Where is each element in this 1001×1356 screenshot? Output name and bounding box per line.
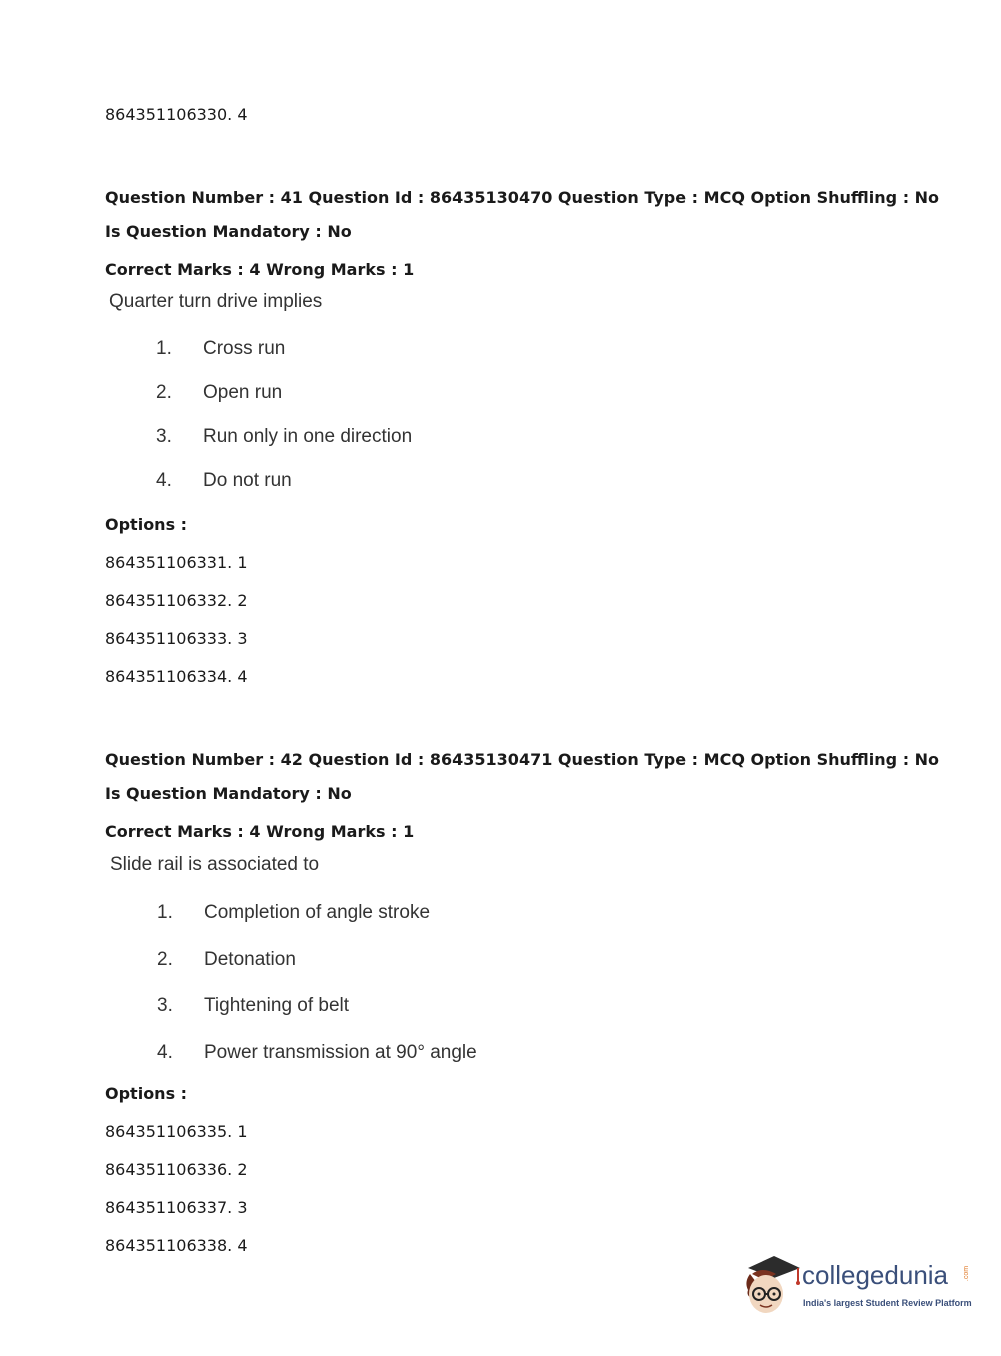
question-header: Question Number : 42 Question Id : 86435130471 Question Type : MCQ Option Shuffling : No <box>105 750 940 769</box>
question-text: Quarter turn drive implies <box>109 291 323 312</box>
choice-text: Tightening of belt <box>204 995 350 1016</box>
choice-number: 3. <box>157 995 173 1016</box>
option-line: 864351106335. 1 <box>105 1122 248 1141</box>
option-line: 864351106331. 1 <box>105 553 248 572</box>
option-line: 864351106336. 2 <box>105 1160 248 1179</box>
option-line: 864351106332. 2 <box>105 591 248 610</box>
logo-wordmark: collegedunia <box>802 1260 949 1290</box>
choice-text: Do not run <box>203 470 292 491</box>
choice-number: 2. <box>157 949 173 970</box>
choice-text: Power transmission at 90° angle <box>204 1042 477 1063</box>
top-option-line: 864351106330. 4 <box>105 105 248 124</box>
collegedunia-logo[interactable] <box>740 1252 972 1318</box>
choice-text: Run only in one direction <box>203 426 413 447</box>
option-line: 864351106333. 3 <box>105 629 248 648</box>
choice-number: 1. <box>157 902 173 923</box>
options-label: Options : <box>105 1084 188 1103</box>
option-line: 864351106338. 4 <box>105 1236 248 1255</box>
question-header: Question Number : 41 Question Id : 86435130470 Question Type : MCQ Option Shuffling : No <box>105 188 940 207</box>
choice-number: 4. <box>157 1042 173 1063</box>
choice-number: 1. <box>156 338 172 359</box>
choice-text: Cross run <box>203 338 286 359</box>
choice-text: Completion of angle stroke <box>204 902 431 923</box>
logo-suffix: .com <box>963 1265 971 1282</box>
options-label: Options : <box>105 515 188 534</box>
question-mandatory: Is Question Mandatory : No <box>105 784 352 803</box>
question-marks: Correct Marks : 4 Wrong Marks : 1 <box>105 822 415 841</box>
choice-text: Detonation <box>204 949 296 970</box>
logo-tagline: India's largest Student Review Platform <box>803 1298 972 1308</box>
question-text: Slide rail is associated to <box>110 854 320 875</box>
student-mascot-icon <box>740 1252 802 1318</box>
question-marks: Correct Marks : 4 Wrong Marks : 1 <box>105 260 415 279</box>
option-line: 864351106334. 4 <box>105 667 248 686</box>
choice-number: 4. <box>156 470 172 491</box>
option-line: 864351106337. 3 <box>105 1198 248 1217</box>
choice-number: 2. <box>156 382 172 403</box>
question-mandatory: Is Question Mandatory : No <box>105 222 352 241</box>
choice-text: Open run <box>203 382 283 403</box>
choice-number: 3. <box>156 426 172 447</box>
